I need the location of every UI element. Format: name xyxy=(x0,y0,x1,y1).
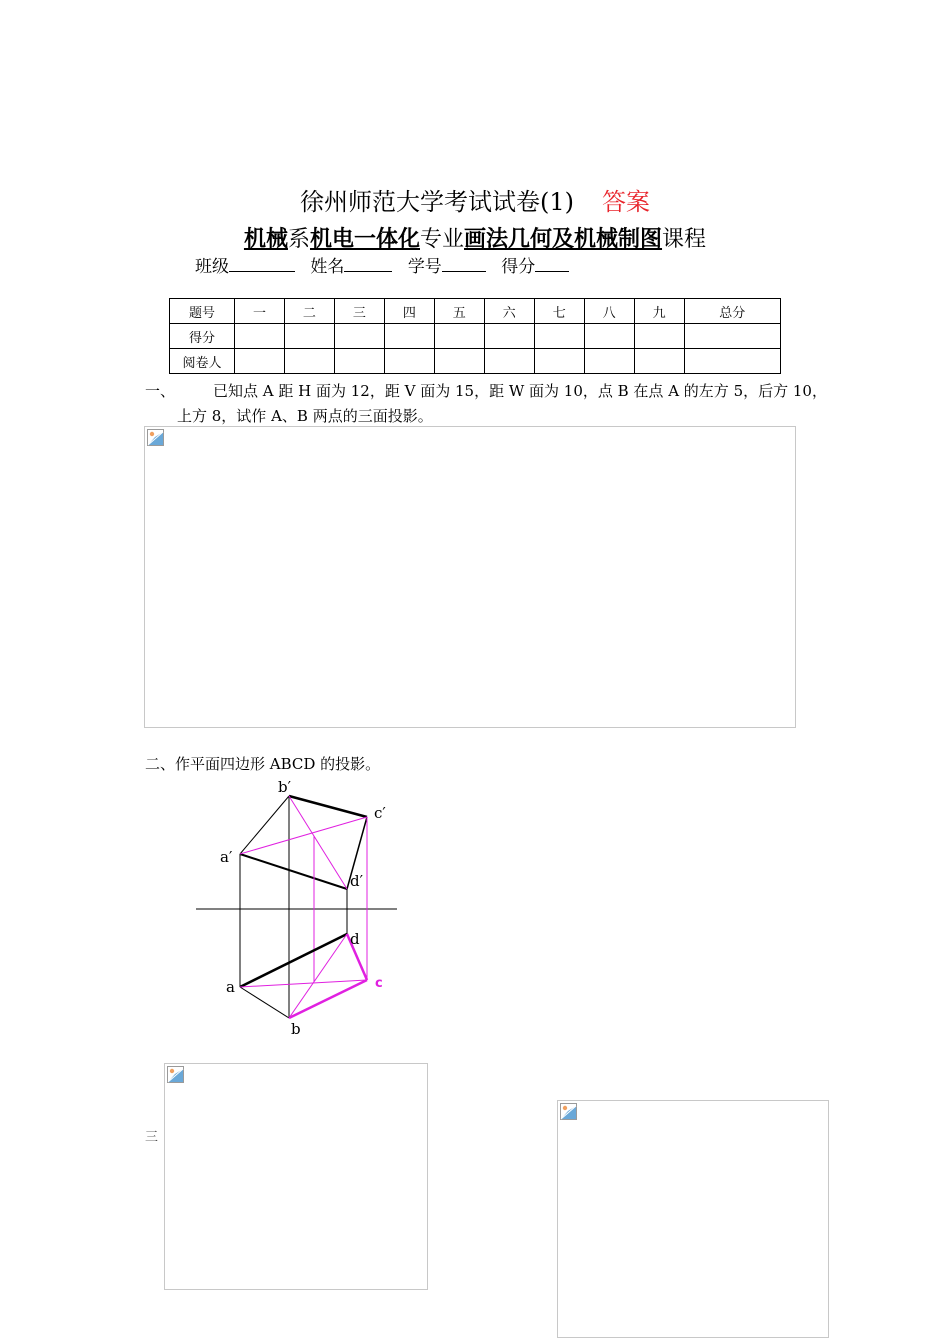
label-c: c xyxy=(375,976,383,991)
table-header-cell: 九 xyxy=(634,299,684,324)
diagonal-ac-prime xyxy=(240,817,367,854)
table-row xyxy=(170,349,781,374)
diagonal-ac xyxy=(240,980,367,987)
table-header-cell: 六 xyxy=(484,299,534,324)
answer-image-3 xyxy=(557,1100,829,1338)
edge-bc xyxy=(289,980,367,1018)
grader-cell[interactable] xyxy=(584,349,634,374)
label-d-prime: d′ xyxy=(350,872,364,890)
table-header-cell: 四 xyxy=(384,299,434,324)
major-suffix: 专业 xyxy=(420,227,465,252)
table-header-cell: 二 xyxy=(284,299,334,324)
grader-cell[interactable] xyxy=(384,349,434,374)
label-c-prime: c′ xyxy=(374,804,386,822)
score-cell[interactable] xyxy=(334,324,384,349)
id-blank[interactable] xyxy=(442,256,486,272)
table-header-cell: 五 xyxy=(434,299,484,324)
name-blank[interactable] xyxy=(344,256,392,272)
table-row xyxy=(170,324,781,349)
score-cell[interactable] xyxy=(235,324,285,349)
edge-ab-prime xyxy=(240,796,289,854)
score-cell[interactable] xyxy=(284,324,334,349)
table-header-cell: 题号 xyxy=(170,299,235,324)
score-cell[interactable] xyxy=(584,324,634,349)
page-title xyxy=(0,182,950,217)
score-cell[interactable] xyxy=(534,324,584,349)
answer-image-1 xyxy=(144,426,796,728)
score-table xyxy=(169,298,781,374)
score-cell[interactable] xyxy=(434,324,484,349)
grader-cell[interactable] xyxy=(434,349,484,374)
table-header-cell: 一 xyxy=(235,299,285,324)
course-subtitle xyxy=(0,222,950,253)
label-a: a xyxy=(226,978,235,996)
question-2-text: 二、作平面四边形 ABCD 的投影。 xyxy=(145,755,381,773)
edge-ab xyxy=(240,987,289,1018)
broken-image-icon xyxy=(167,1066,184,1083)
class-label: 班级 xyxy=(195,257,229,277)
row-label: 得分 xyxy=(170,324,235,349)
name-label: 姓名 xyxy=(310,257,345,277)
question-1-text: 已知点 A 距 H 面为 12，距 V 面为 15，距 W 面为 10，点 B 在点 A 的左方 5，后方 10， xyxy=(213,382,827,400)
label-a-prime: a′ xyxy=(220,848,233,866)
major-name: 机电一体化 xyxy=(309,226,420,252)
projection-diagram xyxy=(190,772,405,1042)
score-cell[interactable] xyxy=(384,324,434,349)
question-1-number: 一、 xyxy=(145,382,176,400)
label-b-prime: b′ xyxy=(278,778,292,796)
question-1-line-1 xyxy=(145,380,827,401)
table-header-cell: 八 xyxy=(584,299,634,324)
department-name: 机械 xyxy=(243,226,288,252)
score-cell[interactable] xyxy=(634,324,684,349)
grader-cell[interactable] xyxy=(334,349,384,374)
score-cell[interactable] xyxy=(684,324,780,349)
edge-ad-prime xyxy=(240,854,347,889)
score-label: 得分 xyxy=(501,257,536,277)
question-3-number: 三 xyxy=(145,1130,159,1145)
grader-cell[interactable] xyxy=(684,349,780,374)
grader-cell[interactable] xyxy=(534,349,584,374)
table-header-cell: 七 xyxy=(534,299,584,324)
table-header-cell: 总分 xyxy=(684,299,780,324)
score-cell[interactable] xyxy=(484,324,534,349)
row-label: 阅卷人 xyxy=(170,349,235,374)
grader-cell[interactable] xyxy=(634,349,684,374)
label-d: d xyxy=(350,930,360,948)
course-name: 画法几何及机械制图 xyxy=(464,226,663,252)
label-b: b xyxy=(291,1020,301,1038)
diagonal-bd xyxy=(289,934,347,1018)
id-label: 学号 xyxy=(407,257,442,277)
answer-image-2 xyxy=(164,1063,428,1290)
broken-image-icon xyxy=(560,1103,577,1120)
student-info-line xyxy=(195,252,579,277)
grader-cell[interactable] xyxy=(484,349,534,374)
answer-tag: 答案 xyxy=(602,188,650,216)
question-1-line-2: 上方 8，试作 A、B 两点的三面投影。 xyxy=(177,407,433,425)
edge-ad xyxy=(240,934,347,987)
exam-title: 徐州师范大学考试试卷(1) xyxy=(300,188,574,216)
grader-cell[interactable] xyxy=(235,349,285,374)
grader-cell[interactable] xyxy=(284,349,334,374)
class-blank[interactable] xyxy=(229,256,295,272)
course-suffix: 课程 xyxy=(662,227,707,252)
table-header-cell: 三 xyxy=(334,299,384,324)
table-header-row xyxy=(170,299,781,324)
score-blank[interactable] xyxy=(535,256,569,272)
department-suffix: 系 xyxy=(287,227,310,252)
broken-image-icon xyxy=(147,429,164,446)
